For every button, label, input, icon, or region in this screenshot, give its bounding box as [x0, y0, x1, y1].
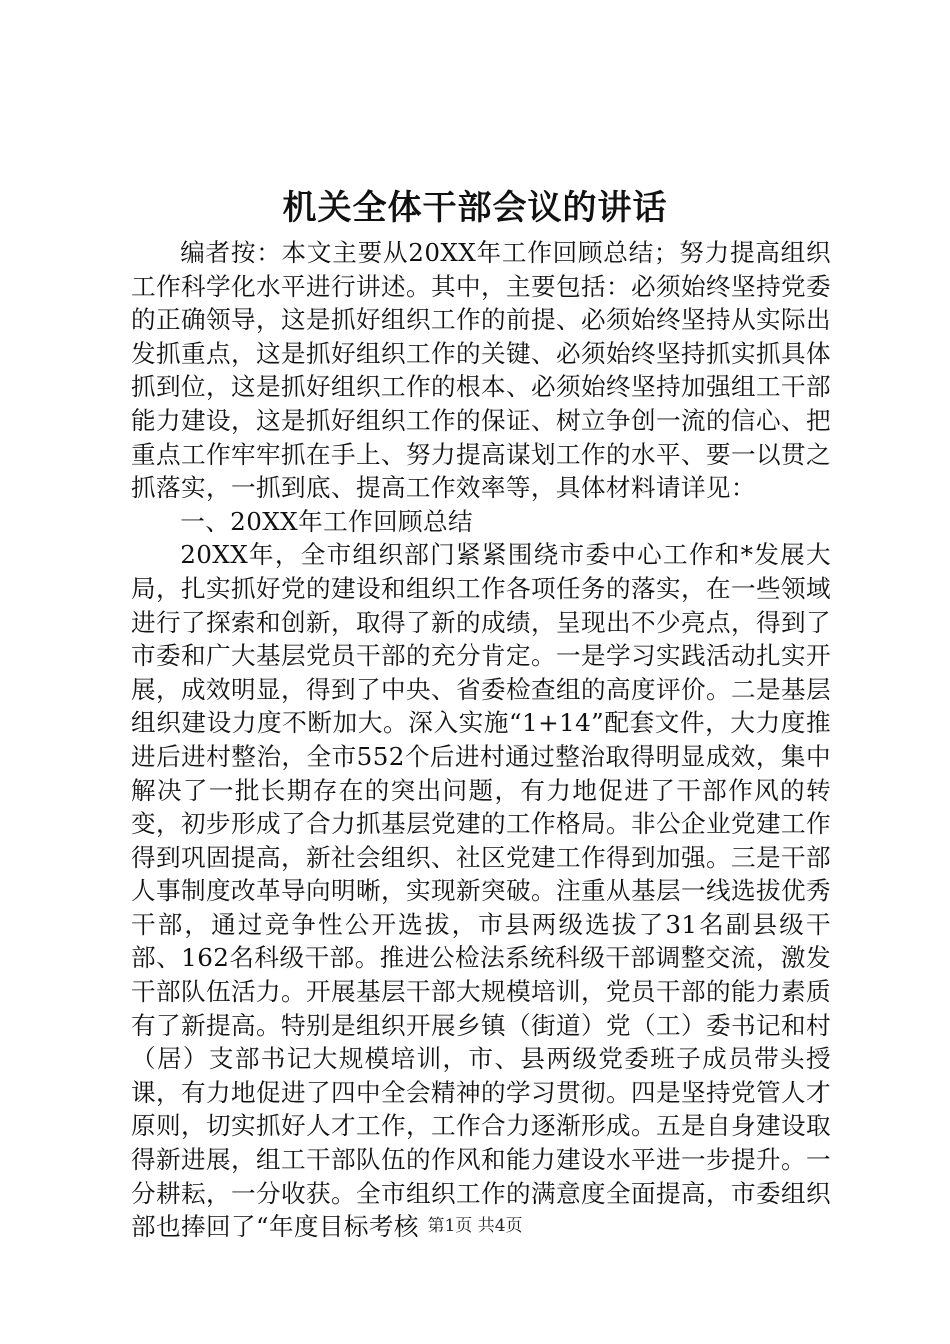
body-paragraph: 20XX年，全市组织部门紧紧围绕市委中心工作和*发展大局，扎实抓好党的建设和组织工作各项任务的落实，在一些领域进行了探索和创新，取得了新的成绩，呈现出不少亮点，得到了市委和广大基层党员干部的充分肯定。一是学习实践活动扎实开展，成效明显，得到了中央、省委检查组的高度评价。二是基层组织建设力度不断加大。深入实施“1+14”配套文件，大力度推进后进村整治，全市552个后进村通过整治取得明显成效，集中解决了一批长期存在的突出问题，有力地促进了干部作风的转变，初步形成了合力抓基层党建的工作格局。非公企业党建工作得到巩固提高，新社会组织、社区党建工作得到加强。三是干部人事制度改革导向明晰，实现新突破。注重从基层一线选拔优秀干部，通过竞争性公开选拔，市县两级选拔了31名副县级干部、162名科级干部。推进公检法系统科级干部调整交流，激发干部队伍活力。开展基层干部大规模培训，党员干部的能力素质有了新提高。特别是组织开展乡镇（街道）党（工）委书记和村（居）支部书记大规模培训，市、县两级党委班子成员带头授课，有力地促进了四中全会精神的学习贯彻。四是坚持党管人才原则，切实抓好人才工作，工作合力逐渐形成。五是自身建设取得新进展，组工干部队伍的作风和能力建设水平进一步提升。一分耕耘，一分收获。全市组织工作的满意度全面提高，市委组织部也捧回了“年度目标考核 [131, 540, 831, 1242]
editor-note-paragraph: 编者按：本文主要从20XX年工作回顾总结；努力提高组织工作科学化水平进行讲述。其中，主要包括：必须始终坚持党委的正确领导，这是抓好组织工作的前提、必须始终坚持从实际出发抓重点，这是抓好组织工作的关键、必须始终坚持抓实抓具体抓到位，这是抓好组织工作的根本、必须始终坚持加强组工干部能力建设，这是抓好组织工作的保证、树立争创一流的信心、把重点工作牢牢抓在手上、努力提高谋划工作的水平、要一以贯之抓落实，一抓到底、提高工作效率等，具体材料请详见： [131, 238, 831, 503]
section-heading: 一、20XX年工作回顾总结 [180, 506, 474, 536]
document-title: 机关全体干部会议的讲话 [282, 188, 668, 228]
document-body [131, 236, 831, 1244]
page-number-footer: 第1页 共4页 [427, 1216, 523, 1236]
